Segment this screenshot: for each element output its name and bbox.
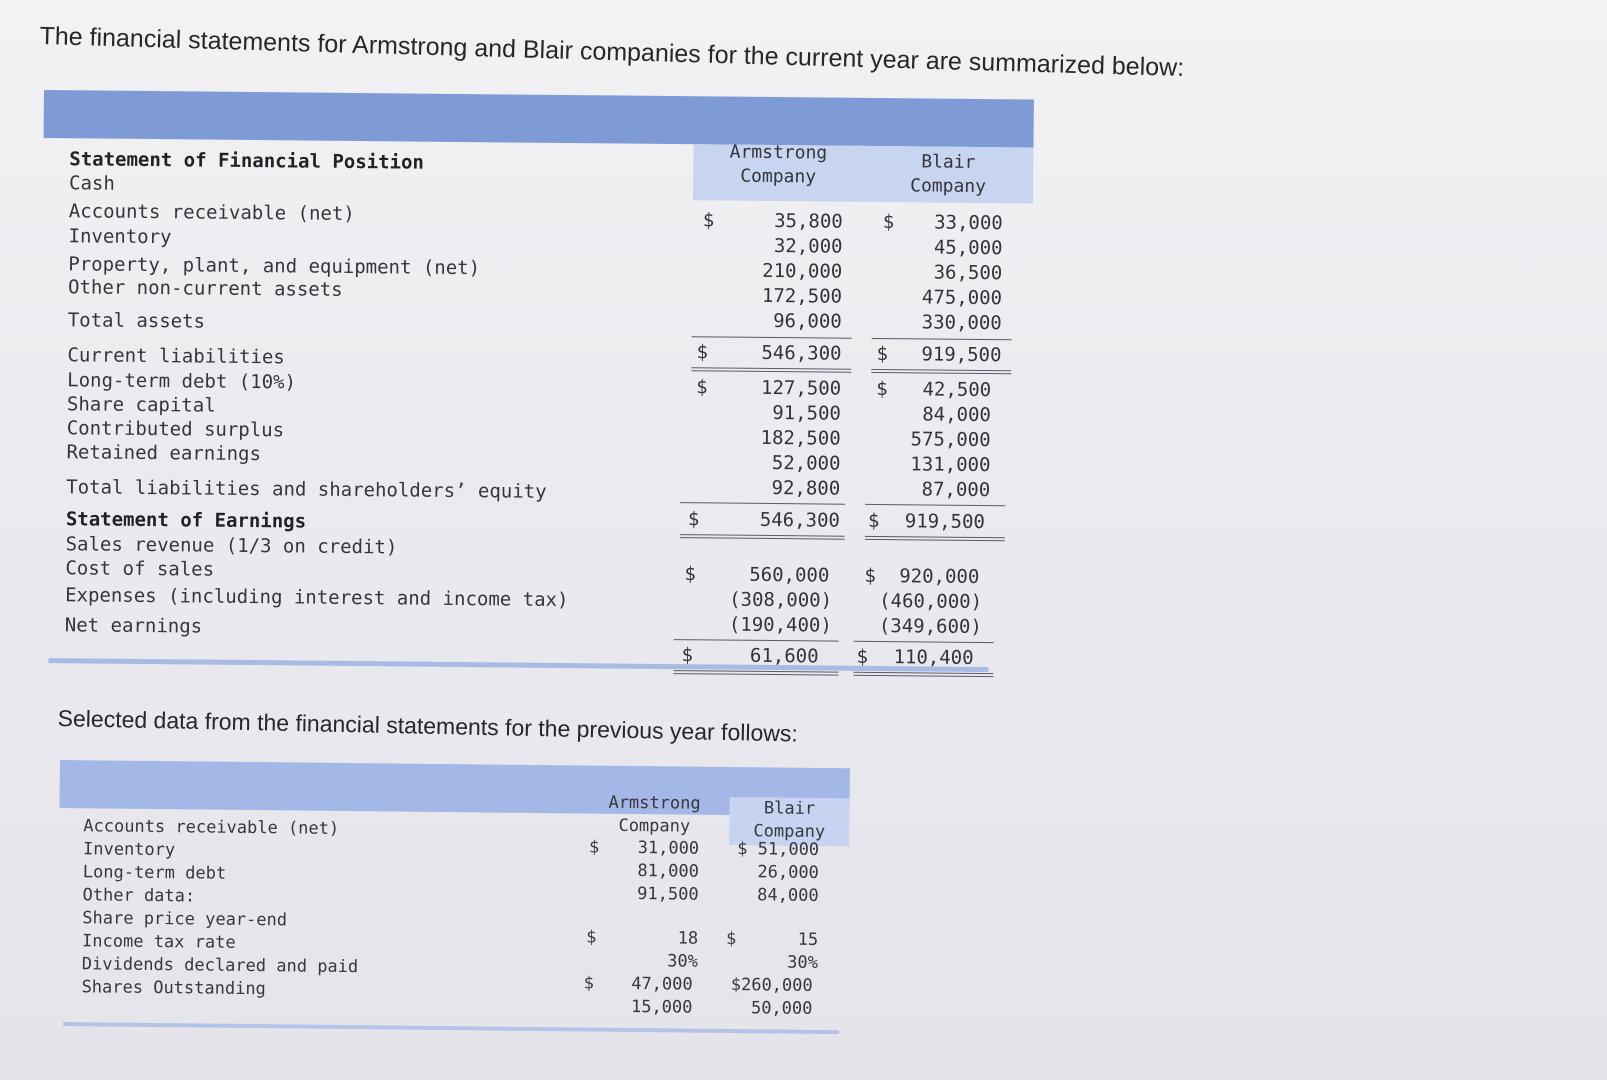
row-label: Property, plant, and equipment (net) [68, 253, 481, 280]
armstrong-value: 47,000 [631, 973, 693, 995]
row-label: Contributed surplus [66, 417, 285, 442]
row-label: Inventory [82, 839, 176, 861]
blair-value: $ 51,000 [737, 839, 820, 860]
armstrong-value: 546,300 [759, 508, 841, 532]
row-label: Long-term debt [82, 862, 227, 884]
armstrong-value: 560,000 [749, 563, 830, 587]
dollar-sign: $ [586, 927, 597, 948]
table-header-band [44, 90, 1034, 148]
row-label: Other data: [82, 885, 196, 907]
row-label: Expenses (including interest and income tax) [65, 584, 569, 612]
dollar-sign: $ [876, 378, 888, 401]
armstrong-value: 546,300 [761, 341, 842, 365]
blair-value: 920,000 [899, 565, 980, 589]
total-double-rule [871, 369, 1011, 374]
total-double-rule [865, 536, 1005, 541]
row-label: Cost of sales [65, 557, 215, 581]
blair-value: 50,000 [750, 998, 813, 1019]
armstrong-value: 61,600 [749, 644, 819, 668]
row-label: Total liabilities and shareholders’ equity [66, 476, 547, 503]
armstrong-value: 182,500 [760, 426, 841, 450]
row-label: Statement of Financial Position [69, 148, 425, 174]
subtotal-rule [865, 504, 1005, 506]
table-footer-band [63, 1022, 839, 1034]
armstrong-value: 127,500 [760, 376, 842, 400]
blair-value: 919,500 [921, 343, 1002, 367]
row-label: Share capital [66, 393, 216, 417]
total-double-rule [691, 367, 851, 373]
subtotal-rule [872, 338, 1012, 340]
dollar-sign: $ [702, 209, 715, 232]
dollar-sign: $ [867, 509, 880, 533]
total-double-rule [680, 534, 845, 540]
dollar-sign: $ [687, 508, 700, 531]
row-label: Income tax rate [81, 931, 236, 953]
page-heading: The financial statements for Armstrong and Blair companies for the current year are summarized below: [39, 22, 1185, 82]
dollar-sign: $ [589, 837, 600, 858]
dollar-sign: $ [696, 376, 708, 399]
current-year-table [38, 90, 1034, 709]
total-double-rule [853, 672, 993, 677]
blair-column-header: Blair Company [910, 151, 987, 198]
blair-value: 131,000 [910, 453, 991, 477]
armstrong-value: 35,800 [774, 210, 843, 233]
blair-value: 42,500 [922, 378, 992, 402]
dollar-sign: $ [684, 563, 696, 586]
blair-value: 84,000 [757, 885, 819, 906]
armstrong-value: 92,800 [771, 477, 841, 500]
blair-value: (460,000) [879, 590, 983, 614]
row-label: Accounts receivable (net) [83, 816, 340, 839]
section-subheading: Selected data from the financial statements for the previous year follows: [57, 705, 799, 747]
armstrong-value: 32,000 [773, 235, 843, 258]
row-label: Share price year-end [82, 908, 288, 931]
subtotal-rule [680, 502, 845, 505]
dollar-sign: $ [864, 564, 876, 588]
row-label: Current liabilities [67, 344, 285, 369]
blair-value: 36,500 [933, 261, 1003, 285]
subtotal-rule [854, 641, 994, 643]
previous-year-table [57, 760, 860, 1058]
blair-value: 575,000 [910, 428, 991, 452]
row-label: Inventory [68, 225, 172, 249]
dollar-sign: $ [696, 341, 709, 364]
row-label: Accounts receivable (net) [68, 200, 355, 225]
row-label: Sales revenue (1/3 on credit) [65, 533, 398, 559]
blair-value: 475,000 [921, 286, 1003, 310]
blair-value: (349,600) [878, 615, 982, 639]
armstrong-value: 91,500 [772, 402, 842, 425]
row-label: Total assets [67, 309, 206, 333]
armstrong-value: 210,000 [762, 259, 843, 283]
blair-value: $ 15 [725, 928, 819, 950]
blair-value: 33,000 [934, 211, 1003, 235]
armstrong-value: 91,500 [637, 884, 699, 905]
row-label: Cash [69, 172, 115, 195]
row-label: Dividends declared and paid [81, 954, 359, 978]
subtotal-rule [674, 639, 839, 642]
armstrong-column-header: Armstrong Company [608, 792, 701, 837]
blair-value: 919,500 [904, 510, 986, 534]
armstrong-value: 15,000 [630, 996, 693, 1018]
armstrong-value: 31,000 [637, 838, 700, 859]
armstrong-value: 96,000 [773, 310, 842, 333]
blair-value: 87,000 [921, 478, 991, 502]
blair-value: 26,000 [757, 862, 819, 883]
armstrong-value: 30% [667, 951, 699, 972]
dollar-sign: $ [681, 644, 694, 667]
armstrong-value: (190,400) [728, 613, 832, 637]
row-label: Net earnings [64, 614, 203, 638]
armstrong-column-header: Armstrong Company [729, 141, 828, 188]
armstrong-value: 81,000 [637, 861, 699, 882]
blair-value: 84,000 [922, 403, 992, 427]
blair-value: 30% [787, 952, 819, 973]
dollar-sign: $ [876, 343, 889, 366]
subtotal-rule [692, 336, 852, 339]
blair-value: 330,000 [921, 311, 1002, 335]
blair-column-header: Blair Company [753, 798, 826, 843]
row-label: Long-term debt (10%) [67, 369, 297, 394]
dollar-sign: $ [882, 211, 895, 234]
row-label: Statement of Earnings [65, 508, 307, 533]
row-label: Other non-current assets [68, 276, 343, 301]
armstrong-value: 18 [677, 928, 699, 949]
row-label: Retained earnings [66, 441, 262, 466]
armstrong-value: 52,000 [771, 452, 841, 475]
blair-value: $260,000 [730, 975, 813, 996]
row-label: Shares Outstanding [81, 977, 266, 1000]
blair-value: 110,400 [893, 646, 974, 669]
dollar-sign: $ [583, 973, 595, 994]
dollar-sign: $ [856, 645, 869, 668]
armstrong-value: (308,000) [729, 588, 833, 612]
total-double-rule [673, 670, 838, 676]
armstrong-value: 172,500 [761, 284, 843, 308]
table-footer-band [48, 658, 988, 672]
blair-value: 45,000 [933, 236, 1003, 260]
